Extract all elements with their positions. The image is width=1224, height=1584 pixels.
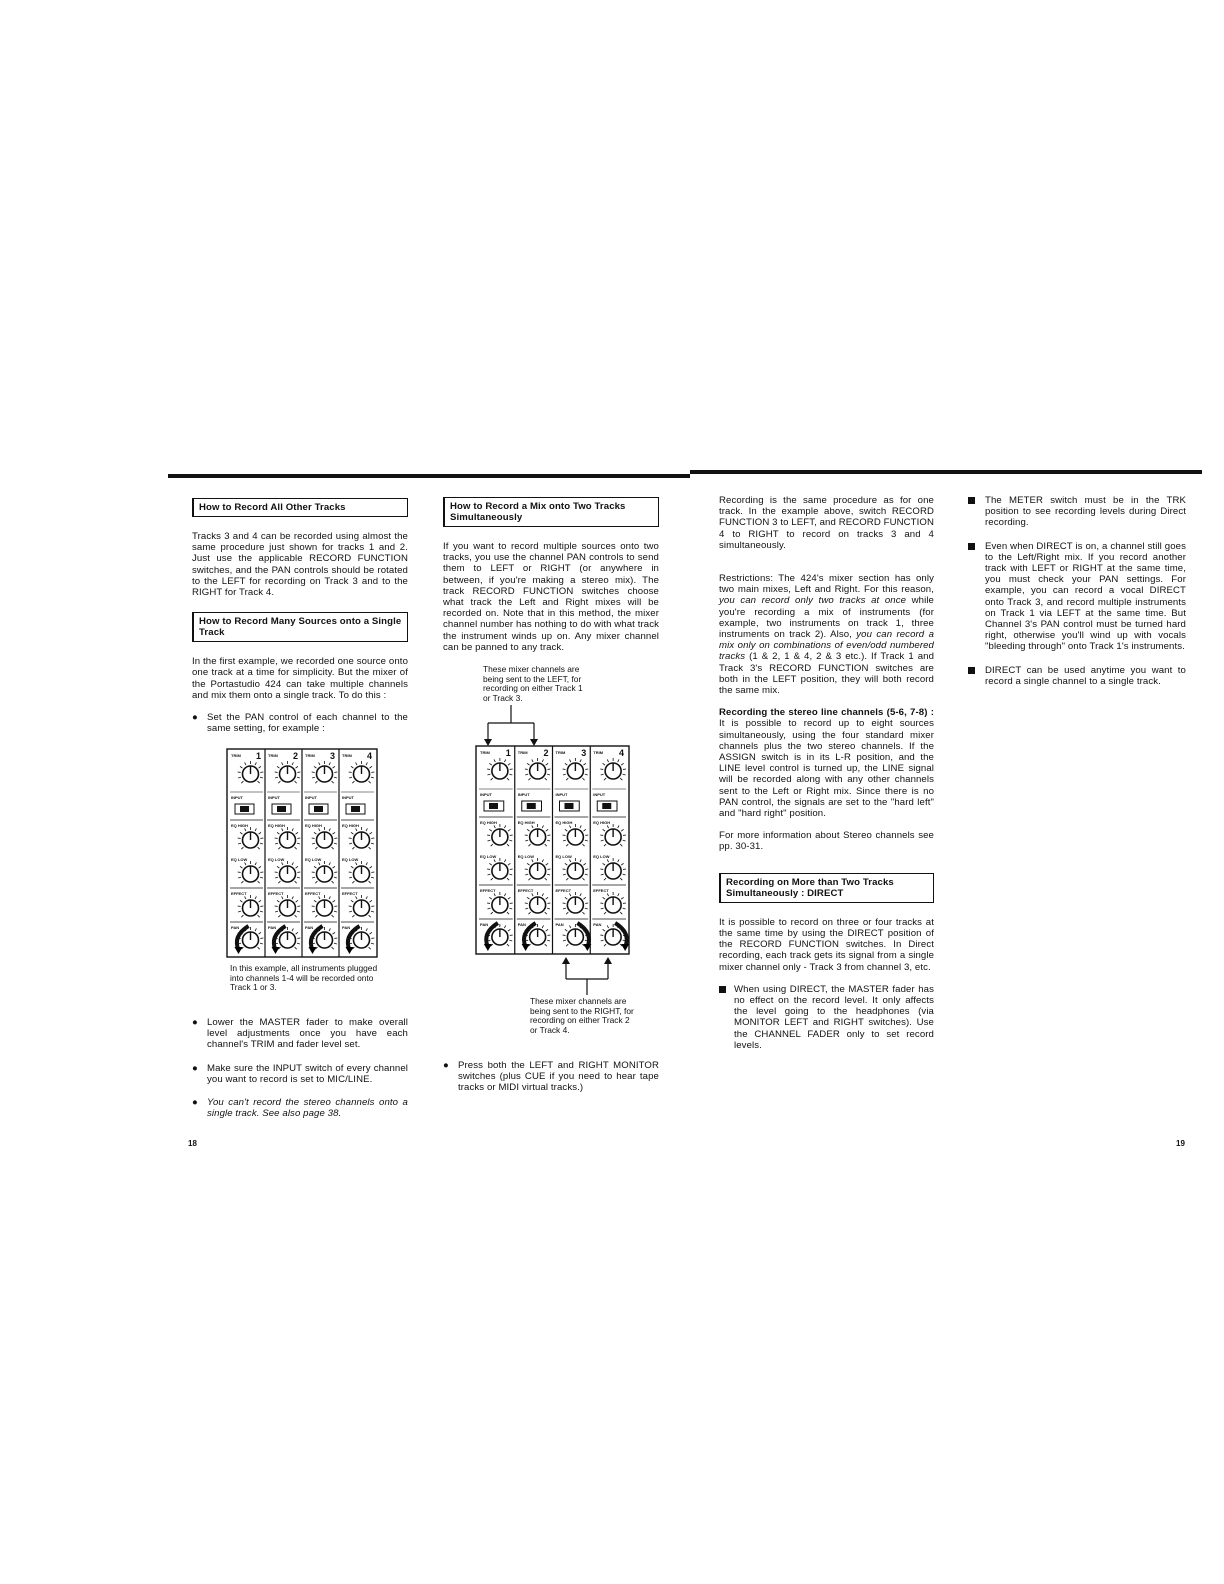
effect-label: EFFECT xyxy=(593,888,609,893)
trim-label: TRIM xyxy=(305,753,315,758)
channel-number: 1 xyxy=(505,748,511,758)
input-label: INPUT xyxy=(593,792,606,797)
bullet-dot-icon: ● xyxy=(443,1060,449,1071)
eq-high-label: EQ HIGH xyxy=(342,823,359,828)
eq-high-label: EQ HIGH xyxy=(268,823,285,828)
eq-low-label: EQ LOW xyxy=(480,854,497,859)
bullet-text: Set the PAN control of each channel to the same setting, for example : xyxy=(207,712,408,735)
bullet-dot-icon: ● xyxy=(192,1062,198,1074)
input-switch-knob xyxy=(489,803,498,809)
restrictions-text-d: you can record a mix only on combinations of even/odd numbered tracks xyxy=(719,629,935,663)
input-switch-knob xyxy=(527,803,536,809)
pan-label: PAN xyxy=(305,925,314,930)
stereo-body: It is possible to record up to eight sources simultaneously, using the four standard mixer channels plus the two stereo channels. If the ASSIGN switch is in its L-R position, and the LINE level control is turned up, the LINE signal will be recorded along with any other channels sent to the Left or Right mix. Since there is no PAN control, the signals are set to the "hard left" and "hard right" position. xyxy=(719,718,934,820)
pan-label: PAN xyxy=(555,922,564,927)
bullet-text: Even when DIRECT is on, a channel still goes to the Left/Right mix. If you record another track with LEFT or RIGHT at the same time, you must check your PAN settings. For example, you can record a vocal DIRECT onto Track 3, and record multiple instruments on Track 1 via LEFT at the same time. But Channel 3's PAN control must be turned hard right, otherwise you'll wind up with vocals "bleeding through" onto Track 1's instruments. xyxy=(985,540,1186,653)
mixer-diagram-all-left xyxy=(226,748,378,958)
page-number-right: 19 xyxy=(1176,1139,1185,1148)
restrictions-text-e: (1 & 2, 1 & 4, 2 & 3 etc.). If Track 1 and Track 3's RECORD FUNCTION switches are both in the LEFT position, they will both record the same mix. xyxy=(719,651,935,697)
bullet-text: When using DIRECT, the MASTER fader has no effect on the record level. It only affects the level going to the headphones (via MONITOR LEFT and RIGHT switches). Use the CHANNEL FADER only to set record levels. xyxy=(734,983,934,1051)
bullet-meter-switch xyxy=(968,495,1186,529)
eq-high-label: EQ HIGH xyxy=(305,823,322,828)
input-label: INPUT xyxy=(231,795,243,800)
bullet-text: Make sure the INPUT switch of every channel you want to record is set to MIC/LINE. xyxy=(207,1062,408,1085)
pan-label: PAN xyxy=(593,922,602,927)
heading-many-sources: How to Record Many Sources onto a Single Track xyxy=(192,612,408,642)
channel-number: 2 xyxy=(293,751,299,761)
trim-label: TRIM xyxy=(593,750,604,755)
left-column-1-lower xyxy=(192,1017,408,1129)
caption-mixer-1: In this example, all instruments plugged into channels 1-4 will be recorded onto Track 1 or 3. xyxy=(230,963,378,993)
input-label: INPUT xyxy=(268,795,280,800)
paragraph-other-tracks: Tracks 3 and 4 can be recorded using almost the same procedure just shown for tracks 1 and 2. Just use the applicable RECORD FUNCTION switches, and the PAN controls should be rotated to the LEFT for recording on Track 3 and to the RIGHT for Track 4. xyxy=(192,531,408,599)
effect-label: EFFECT xyxy=(342,891,358,896)
left-column-1 xyxy=(192,498,408,744)
bullet-input-switch xyxy=(192,1063,408,1085)
trim-label: TRIM xyxy=(342,753,352,758)
bullet-master-fader xyxy=(192,1017,408,1051)
restrictions-text-a: Restrictions: The 424's mixer section has only two main mixes, Left and Right. For this reason, xyxy=(719,573,934,596)
heading-mix-two-tracks: How to Record a Mix onto Two Tracks Simultaneously xyxy=(443,497,659,527)
stereo-lead: Recording the stereo line channels (5-6, 7-8) : xyxy=(719,707,934,719)
bullet-direct-master xyxy=(719,984,934,1051)
trim-label: TRIM xyxy=(555,750,566,755)
heading-direct: Recording on More than Two Tracks Simultaneously : DIRECT xyxy=(719,873,934,903)
bullet-direct-anytime xyxy=(968,665,1186,687)
bracket-bottom xyxy=(556,955,626,997)
bullet-stereo-note xyxy=(192,1097,408,1119)
eq-high-label: EQ HIGH xyxy=(593,820,611,825)
channel-number: 3 xyxy=(581,748,587,758)
mixer-diagram-left-right xyxy=(475,745,630,955)
channel-number: 2 xyxy=(543,748,549,758)
eq-high-label: EQ HIGH xyxy=(480,820,497,825)
eq-low-label: EQ LOW xyxy=(231,857,248,862)
eq-low-label: EQ LOW xyxy=(517,854,534,859)
effect-label: EFFECT xyxy=(305,891,321,896)
eq-high-label: EQ HIGH xyxy=(555,820,573,825)
bullet-dot-icon: ● xyxy=(192,1097,198,1109)
eq-high-label: EQ HIGH xyxy=(517,820,535,825)
eq-low-label: EQ LOW xyxy=(342,857,359,862)
eq-low-label: EQ LOW xyxy=(305,857,322,862)
bullet-pan-setting xyxy=(192,712,408,734)
pan-label: PAN xyxy=(480,922,489,927)
trim-label: TRIM xyxy=(480,750,490,755)
right-column-2 xyxy=(968,495,1186,697)
eq-low-label: EQ LOW xyxy=(593,854,610,859)
input-switch-knob xyxy=(565,803,574,809)
eq-low-label: EQ LOW xyxy=(268,857,285,862)
paragraph-stereo-channels xyxy=(719,707,934,819)
input-label: INPUT xyxy=(305,795,317,800)
channel-number: 4 xyxy=(619,748,625,758)
caption-left-send: These mixer channels are being sent to the LEFT, for recording on either Track 1 or Track 3. xyxy=(483,664,583,703)
channel-number: 4 xyxy=(367,751,373,761)
bullet-dot-icon: ● xyxy=(192,712,198,724)
right-column-1 xyxy=(719,495,934,1061)
effect-label: EFFECT xyxy=(231,891,247,896)
bullet-text: Press both the LEFT and RIGHT MONITOR switches (plus CUE if you need to hear tape tracks or MIDI virtual tracks.) xyxy=(458,1060,659,1094)
bullet-direct-mix xyxy=(968,541,1186,653)
eq-high-label: EQ HIGH xyxy=(231,823,248,828)
bullet-text: DIRECT can be used anytime you want to record a single channel to a single track. xyxy=(985,664,1186,687)
trim-label: TRIM xyxy=(268,753,278,758)
bullet-dot-icon: ● xyxy=(192,1017,198,1028)
bullet-square-icon xyxy=(968,667,975,674)
pan-label: PAN xyxy=(231,925,240,930)
effect-label: EFFECT xyxy=(555,888,572,893)
caption-right-send: These mixer channels are being sent to the RIGHT, for recording on either Track 2 or Track 4. xyxy=(530,996,634,1035)
bullet-square-icon xyxy=(968,497,975,504)
left-column-2 xyxy=(443,497,659,664)
bullet-square-icon xyxy=(968,543,975,550)
paragraph-restrictions xyxy=(719,573,934,696)
pan-label: PAN xyxy=(268,925,277,930)
left-column-2-lower xyxy=(443,1060,659,1104)
bullet-text: Lower the MASTER fader to make overall level adjustments once you have each channel's TRIM and fader level set. xyxy=(207,1017,408,1051)
bullet-text: You can't record the stereo channels onto a single track. See also page 38. xyxy=(207,1097,408,1120)
input-label: INPUT xyxy=(517,792,530,797)
paragraph-more-info: For more information about Stereo channels see pp. 30-31. xyxy=(719,830,934,853)
bullet-square-icon xyxy=(719,986,726,993)
pan-label: PAN xyxy=(517,922,526,927)
trim-label: TRIM xyxy=(517,750,528,755)
trim-label: TRIM xyxy=(231,753,241,758)
input-switch-knob xyxy=(351,806,360,812)
restrictions-text-c: while you're recording a mix of instruments (for example, two instruments on track 1, three instruments on track 2). Also, xyxy=(719,595,934,641)
header-rule-right xyxy=(690,470,1202,474)
channel-number: 3 xyxy=(330,751,336,761)
effect-label: EFFECT xyxy=(268,891,284,896)
effect-label: EFFECT xyxy=(480,888,496,893)
heading-record-other-tracks: How to Record All Other Tracks xyxy=(192,498,408,517)
paragraph-many-sources: In the first example, we recorded one source onto one track at a time for simplicity. But the mixer of the Portastudio 424 can take multiple channels and mix them onto a single track. To do this : xyxy=(192,656,408,701)
effect-label: EFFECT xyxy=(517,888,534,893)
bullet-monitor-switches xyxy=(443,1060,659,1094)
input-switch-knob xyxy=(240,806,249,812)
channel-number: 1 xyxy=(256,751,262,761)
bullet-text: The METER switch must be in the TRK position to see recording levels during Direct recording. xyxy=(985,495,1186,529)
input-switch-knob xyxy=(314,806,323,812)
page-number-left: 18 xyxy=(188,1139,197,1148)
paragraph-intro: Recording is the same procedure as for one track. In the example above, switch RECORD FUNCTION 3 to LEFT, and RECORD FUNCTION 4 to RIGHT to record on tracks 3 and 4 simultaneously. xyxy=(719,495,934,551)
bracket-top xyxy=(478,703,558,747)
pan-label: PAN xyxy=(342,925,351,930)
eq-low-label: EQ LOW xyxy=(555,854,572,859)
header-rule-left xyxy=(168,474,690,478)
input-switch-knob xyxy=(602,803,611,809)
input-label: INPUT xyxy=(480,792,492,797)
input-switch-knob xyxy=(277,806,286,812)
restrictions-text-b: you can record only two tracks at once xyxy=(719,595,907,607)
paragraph-direct: It is possible to record on three or four tracks at the same time by using the DIRECT position of the RECORD FUNCTION switches. In Direct recording, each track gets its signal from a single mixer channel only - Track 3 from channel 3, etc. xyxy=(719,916,934,973)
input-label: INPUT xyxy=(555,792,568,797)
input-label: INPUT xyxy=(342,795,354,800)
paragraph-mix-two-tracks: If you want to record multiple sources onto two tracks, you use the channel PAN controls to send them to LEFT or RIGHT (or anywhere in between, if you're making a stereo mix). The track RECORD FUNCTION switches choose what track the Left and Right mixes will be recorded on. Note that in this method, the mixer channel number has nothing to do with what track the instrument winds up on. Any mixer channel can be panned to any track. xyxy=(443,541,659,653)
